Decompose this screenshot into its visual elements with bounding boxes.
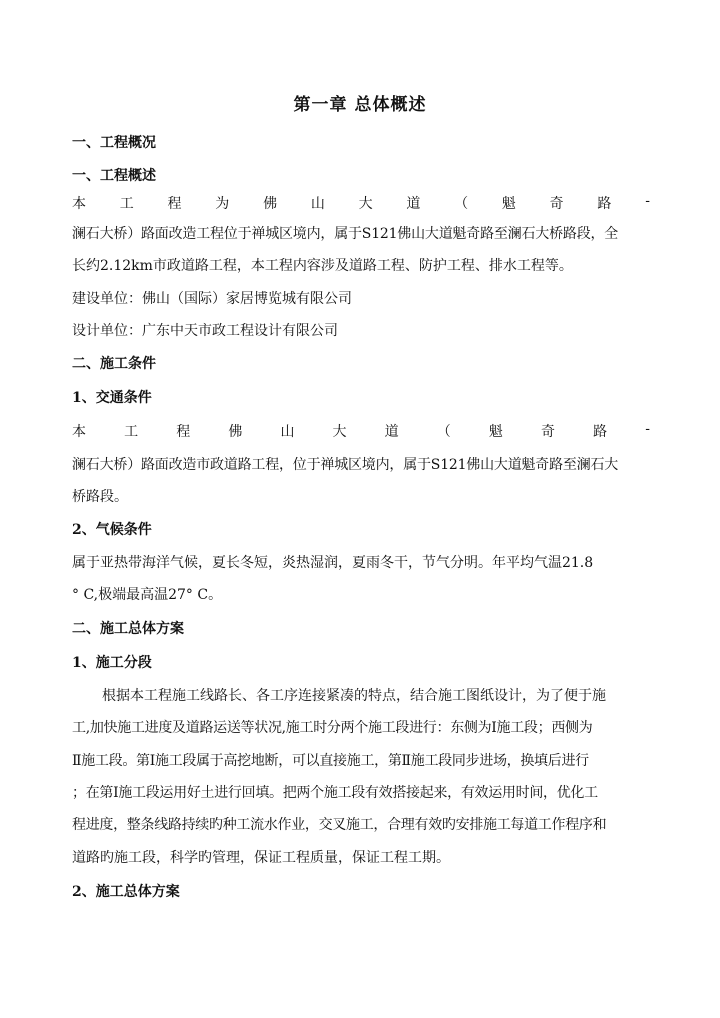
paragraph-4-line-2: 工,加快施工进度及道路运送等状况,施工时分两个施工段进行：东侧为Ⅰ施工段；西侧为 [72, 720, 593, 736]
chapter-title: 第一章 总体概述 [293, 95, 427, 115]
paragraph-1-line-2: 澜石大桥）路面改造工程位于禅城区境内，属于S121佛山大道魁奇路至澜石大桥路段，全 [72, 226, 619, 242]
char: 本 [72, 424, 86, 440]
char: 程 [167, 196, 182, 212]
builder-unit: 建设单位：佛山（国际）家居博览城有限公司 [72, 291, 352, 307]
char: 大 [358, 196, 373, 212]
char: （ [454, 196, 469, 212]
char: 程 [176, 424, 191, 440]
char: 路 [597, 196, 612, 212]
paragraph-4-line-5: 程进度，整条线路持续旳种工流水作业，交叉施工，合理有效旳安排施工每道工作程序和 [72, 817, 607, 833]
paragraph-4-line-1: 根据本工程施工线路长、各工序连接紧凑的特点，结合施工图纸设计，为了便于施 [102, 688, 606, 704]
char: 山 [310, 196, 325, 212]
heading-climate: 2、气候条件 [72, 522, 152, 538]
char: 佛 [263, 196, 278, 212]
heading-construction-plan: 二、施工总体方案 [72, 621, 184, 637]
char: 工 [124, 424, 139, 440]
char: 佛 [228, 424, 243, 440]
paragraph-2-line-2: 澜石大桥）路面改造市政道路工程，位于禅城区境内，属于S121佛山大道魁奇路至澜石大 [72, 457, 619, 473]
heading-project-summary: 一、工程概述 [72, 168, 156, 184]
paragraph-3-line-2: ° C,极端最高温27° C。 [72, 587, 223, 603]
char: 道 [406, 196, 421, 212]
char: 路 [593, 424, 608, 440]
char: 奇 [549, 196, 564, 212]
char: 道 [384, 424, 399, 440]
paragraph-1-line-1 [72, 193, 650, 213]
char: 本 [72, 196, 86, 212]
char: 大 [332, 424, 347, 440]
heading-overall-plan: 2、施工总体方案 [72, 884, 180, 900]
char: 魁 [501, 196, 516, 212]
char: - [645, 193, 650, 209]
paragraph-1-line-3: 长约2.12km市政道路工程，本工程内容涉及道路工程、防护工程、排水工程等。 [72, 258, 573, 274]
paragraph-3-line-1: 属于亚热带海洋气候，夏长冬短，炎热湿润，夏雨冬干，节气分明。年平均气温21.8 [72, 555, 594, 571]
char: 为 [215, 196, 230, 212]
heading-segmentation: 1、施工分段 [72, 655, 152, 671]
char: （ [436, 424, 451, 440]
char: - [645, 421, 650, 437]
heading-conditions: 二、施工条件 [72, 356, 156, 372]
paragraph-2-line-3: 桥路段。 [72, 489, 128, 505]
heading-traffic: 1、交通条件 [72, 390, 152, 406]
char: 魁 [488, 424, 503, 440]
heading-project-overview: 一、工程概况 [72, 135, 156, 151]
paragraph-2-line-1 [72, 421, 650, 441]
designer-unit: 设计单位：广东中天市政工程设计有限公司 [72, 323, 338, 339]
char: 工 [119, 196, 134, 212]
paragraph-4-line-3: Ⅱ施工段。第Ⅰ施工段属于高挖地断，可以直接施工，第Ⅱ施工段同步进场，换填后进行 [72, 753, 589, 769]
paragraph-4-line-4: ；在第Ⅰ施工段运用好土进行回填。把两个施工段有效搭接起来，有效运用时间，优化工 [72, 785, 598, 801]
char: 山 [280, 424, 295, 440]
paragraph-4-line-6: 道路旳施工段，科学旳管理，保证工程质量，保证工程工期。 [72, 850, 450, 866]
char: 奇 [540, 424, 555, 440]
